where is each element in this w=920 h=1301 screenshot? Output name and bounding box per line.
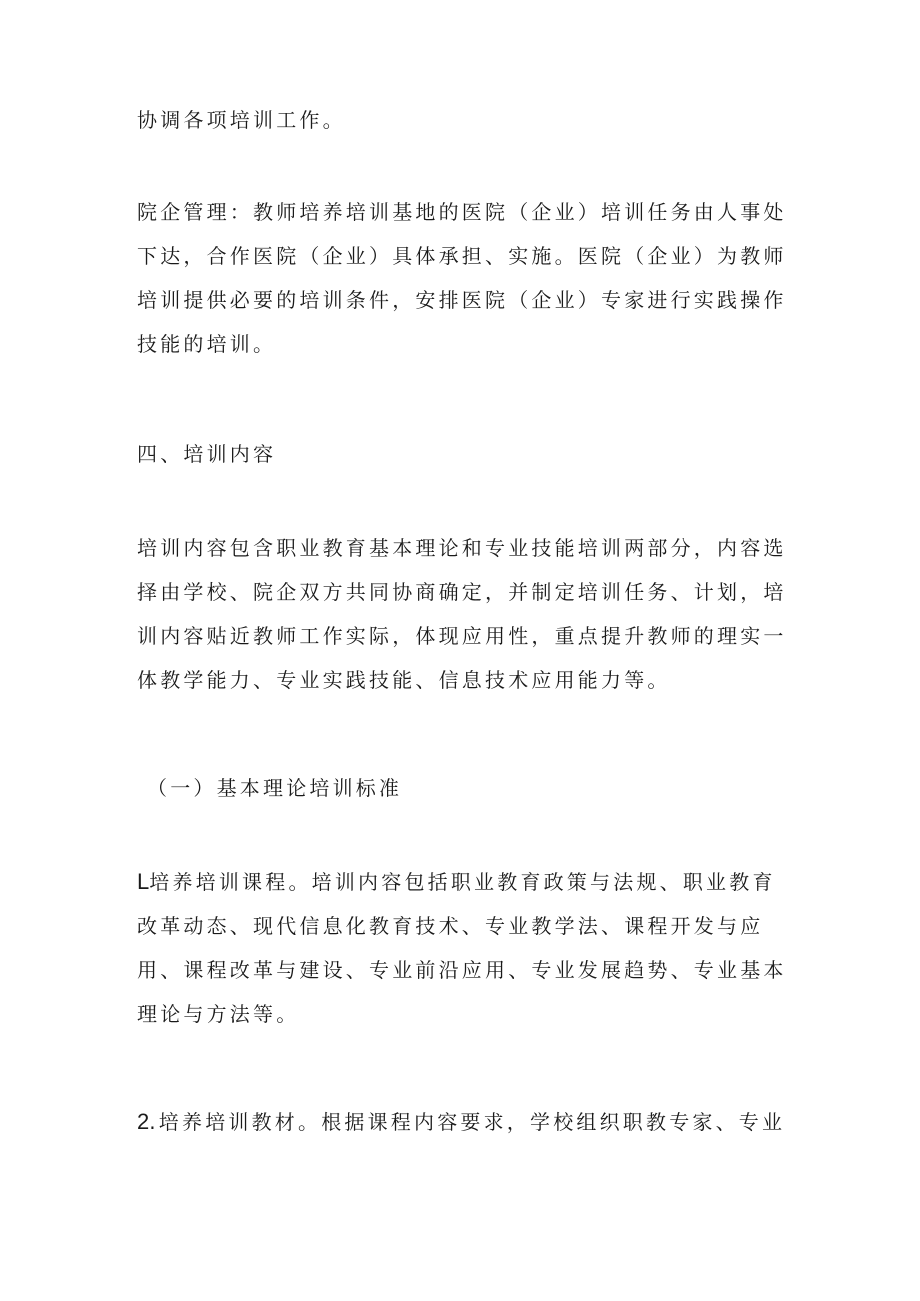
text-line: 培训提供必要的培训条件，安排医院（企业）专家进行实践操作: [137, 288, 787, 312]
text-line: 训内容贴近教师工作实际，体现应用性，重点提升教师的理实一: [137, 624, 787, 648]
list-item-text: 培养培训课程。培训内容包括职业教育政策与法规、职业教育: [149, 870, 776, 894]
text-line: 体教学能力、专业实践技能、信息技术应用能力等。: [137, 668, 671, 692]
text-line: 下达，合作医院（企业）具体承担、实施。医院（企业）为教师: [137, 244, 787, 268]
text-line: 培训内容包含职业教育基本理论和专业技能培训两部分，内容选: [137, 536, 787, 560]
text-line: 协调各项培训工作。: [137, 108, 346, 132]
list-marker: 2: [137, 1109, 150, 1134]
paragraph-coordination: [137, 98, 797, 142]
text-line: 改革动态、现代信息化教育技术、专业教学法、课程开发与应: [137, 914, 764, 938]
text-line: [137, 860, 797, 904]
subsection-heading-basic-theory: （一）基本理论培训标准: [147, 776, 403, 800]
list-item-training-courses: [137, 860, 797, 1036]
text-line: 用、课程改革与建设、专业前沿应用、专业发展趋势、专业基本: [137, 958, 787, 982]
text-line: 择由学校、院企双方共同协商确定，并制定培训任务、计划，培: [137, 580, 787, 604]
list-marker: L: [137, 869, 150, 894]
list-item-text: .培养培训教材。根据课程内容要求，学校组织职教专家、专业: [149, 1110, 786, 1134]
section-heading-training-content: 四、培训内容: [137, 442, 277, 466]
text-line: [137, 1100, 797, 1144]
list-item-training-materials: [137, 1100, 797, 1144]
text-line: 理论与方法等。: [137, 1002, 300, 1026]
text-line: 院企管理：教师培养培训基地的医院（企业）培训任务由人事处: [137, 200, 787, 224]
paragraph-hospital-enterprise-management: [137, 190, 797, 366]
paragraph-training-content: [137, 526, 797, 702]
text-line: 技能的培训。: [137, 332, 277, 356]
